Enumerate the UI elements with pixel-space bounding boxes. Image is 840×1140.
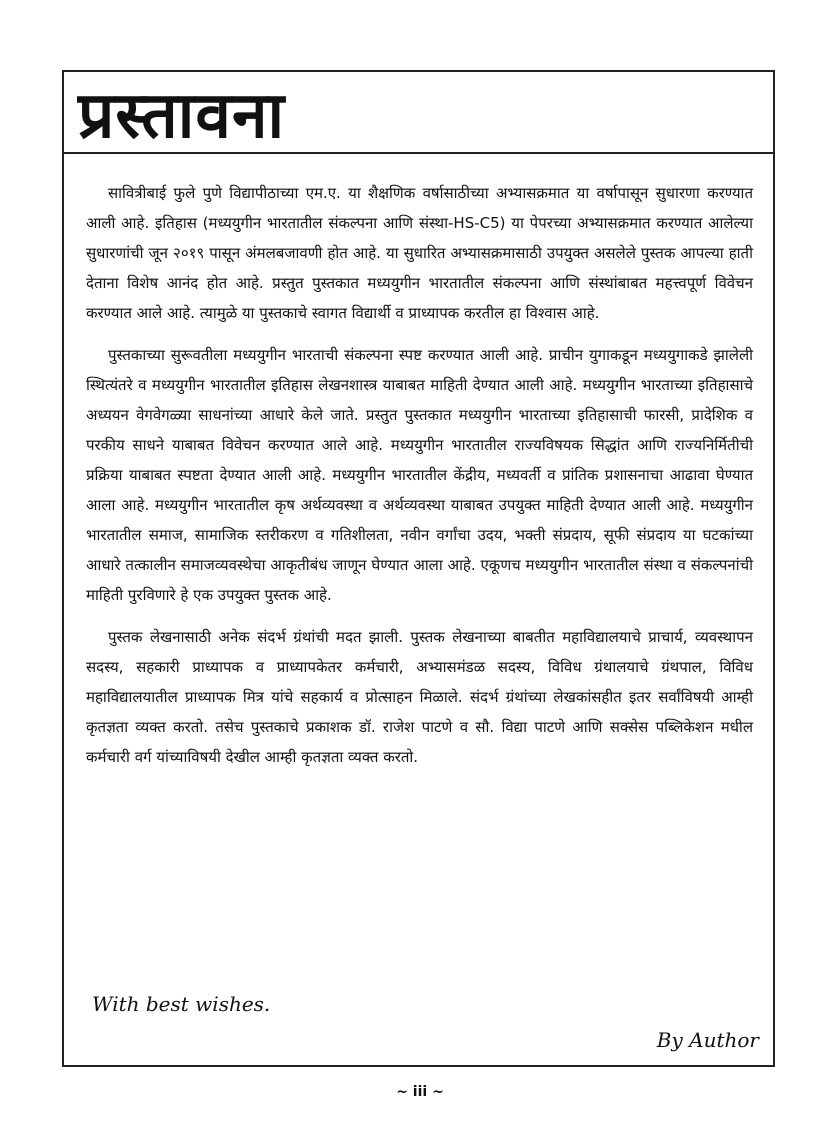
title-divider [64,152,773,154]
paragraph: पुस्तकाच्या सुरूवतीला मध्ययुगीन भारताची संकल्पना स्पष्ट करण्यात आली आहे. प्राचीन युगाकडून मध्ययुगाकडे झालेली स्थित्यंतरे व मध्ययुगीन भारतातील इतिहास लेखनशास्त्र याबाबत माहिती देण्यात आली आहे. मध्ययुगीन भारताच्या इतिहासाचे अध्ययन वेगवेगळ्या साधनांच्या आधारे केले जाते. प्रस्तुत पुस्तकात मध्ययुगीन भारताच्या इतिहासाची फारसी, प्रादेशिक व परकीय साधने याबाबत विवेचन करण्यात आले आहे. मध्ययुगीन भारतातील राज्यविषयक सिद्धांत आणि राज्यनिर्मितीची प्रक्रिया याबाबत स्पष्टता देण्यात आली आहे. मध्ययुगीन भारतातील केंद्रीय, मध्यवर्ती व प्रांतिक प्रशासनाचा आढावा घेण्यात आला आहे. मध्ययुगीन भारतातील कृष अर्थव्यवस्था व अर्थव्यवस्था याबाबत उपयुक्त माहिती देण्यात आली आहे. मध्ययुगीन भारतातील समाज, सामाजिक स्तरीकरण व गतिशीलता, नवीन वर्गांचा उदय, भक्ती संप्रदाय, सूफी संप्रदाय या घटकांच्या आधारे तत्कालीन समाजव्यवस्थेचा आकृतीबंध जाणून घेण्यात आला आहे. एकूणच मध्ययुगीन भारतातील संस्था व संकल्पनांची माहिती पुरविणारे हे एक उपयुक्त पुस्तक आहे. [86,346,753,604]
paragraph: पुस्तक लेखनासाठी अनेक संदर्भ ग्रंथांची मदत झाली. पुस्तक लेखनाच्या बाबतीत महाविद्यालयाचे प्राचार्य, व्यवस्थापन सदस्य, सहकारी प्राध्यापक व प्राध्यापकेतर कर्मचारी, अभ्यासमंडळ सदस्य, विविध ग्रंथालयाचे ग्रंथपाल, विविध महाविद्यालयातील प्राध्यापक मित्र यांचे सहकार्य व प्रोत्साहन मिळाले. संदर्भ ग्रंथांच्या लेखकांसहीत इतर सर्वांविषयी आम्ही कृतज्ञता व्यक्त करतो. तसेच पुस्तकाचे प्रकाशक डॉ. राजेश पाटणे व सौ. विद्या पाटणे आणि सक्सेस पब्लिकेशन मधील कर्मचारी वर्ग यांच्याविषयी देखील आम्ही कृतज्ञता व्यक्त करतो. [86,628,753,766]
page-number: ~ iii ~ [396,1084,444,1100]
paragraph: सावित्रीबाई फुले पुणे विद्यापीठाच्या एम.ए. या शैक्षणिक वर्षासाठीच्या अभ्यासक्रमात या वर्षापासून सुधारणा करण्यात आली आहे. इतिहास (मध्ययुगीन भारतातील संकल्पना आणि संस्था-HS-C5) या पेपरच्या अभ्यासक्रमात करण्यात आलेल्या सुधारणांची जून २०१९ पासून अंमलबजावणी होत आहे. या सुधारित अभ्यासक्रमासाठी उपयुक्त असलेले पुस्तक आपल्या हाती देताना विशेष आनंद होत आहे. प्रस्तुत पुस्तकात मध्ययुगीन भारतातील संकल्पना आणि संस्थांबाबत महत्त्वपूर्ण विवेचन करण्यात आले आहे. त्यामुळे या पुस्तकाचे स्वागत विद्यार्थी व प्राध्यापक करतील हा विश्वास आहे. [86,184,753,322]
page-title: प्रस्तावना [78,79,286,153]
closing-text: With best wishes. [92,992,271,1016]
preface-body [86,178,753,784]
page-frame [62,70,775,1067]
signature: By Author [656,1028,759,1052]
